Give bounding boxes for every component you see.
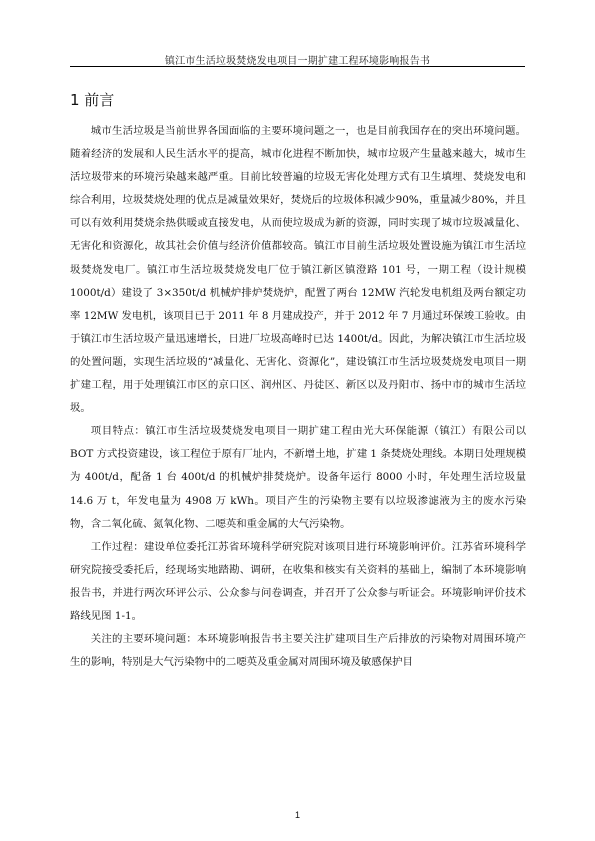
paragraph-intro: 城市生活垃圾是当前世界各国面临的主要环境问题之一，也是目前我国存在的突出环境问题。随着经济的发展和人民生活水平的提高，城市化进程不断加快，城市垃圾产生量越来越大，城市生活垃圾带来的环境污染越来越严重。目前比较普遍的垃圾无害化处理方式有卫生填埋、焚烧发电和综合利用，垃圾焚烧处理的优点是减量效果好，焚烧后的垃圾体积减少90%，重量减少80%，并且可以有效利用焚烧余热供暖或直接发电，从而使垃圾成为新的资源，同时实现了城市垃圾减量化、无害化和资源化，故其社会价值与经济价值都较高。镇江市目前生活垃圾处置设施为镇江市生活垃圾焚烧发电厂。镇江市生活垃圾焚烧发电厂位于镇江新区镇澄路 101 号，一期工程（设计规模 1000t/d）建设了 3×350t/d 机械炉排炉焚烧炉，配置了两台 12MW 汽轮发电机组及两台额定功率 12MW 发电机，该项目已于 2011 年 8 月建成投产，并于 2012 年 7 月通过环保竣工验收。由于镇江市生活垃圾产量迅速增长，日进厂垃圾高峰时已达 1400t/d。因此，为解决镇江市生活垃圾的处置问题，实现生活垃圾的“减量化、无害化、资源化”，建设镇江市生活垃圾焚烧发电项目一期扩建工程，用于处理镇江市区的京口区、润州区、丹徒区、新区以及丹阳市、扬中市的城市生活垃圾。: [70, 125, 526, 415]
section-title: 1 前言: [70, 91, 115, 110]
page-number: 1: [294, 810, 300, 820]
running-header: 镇江市生活垃圾焚烧发电项目一期扩建工程环境影响报告书: [164, 56, 431, 67]
paragraph-project-features: 项目特点：镇江市生活垃圾焚烧发电项目一期扩建工程由光大环保能源（镇江）有限公司以 BOT 方式投资建设，该工程位于原有厂址内，不新增土地，扩建 1 条焚烧处理线。本期日处理规模为 400t/d，配备 1 台 400t/d 的机械炉排焚烧炉。设备年运行 8000 小时，年处理生活垃圾量 14.6 万 t，年发电量为 4908 万 kWh。项目产生的污染物主要有以垃圾渗滤液为主的废水污染物，含二氧化硫、氮氧化物、二噁英和重金属的大气污染物。: [70, 425, 526, 530]
header-rule: [70, 66, 525, 67]
paragraph-main-issues: 关注的主要环境问题：本环境影响报告书主要关注扩建项目生产后排放的污染物对周围环境产生的影响，特别是大气污染物中的二噁英及重金属对周围环境及敏感保护目: [70, 633, 526, 669]
body-text: [70, 120, 526, 674]
paragraph-work-process: 工作过程：建设单位委托江苏省环境科学研究院对该项目进行环境影响评价。江苏省环境科学研究院接受委托后，经现场实地踏勘、调研，在收集和核实有关资料的基础上，编制了本环境影响报告书，并进行两次环评公示、公众参与问卷调查，并召开了公众参与听证会。环境影响评价技术路线见图 1-1。: [70, 540, 526, 622]
